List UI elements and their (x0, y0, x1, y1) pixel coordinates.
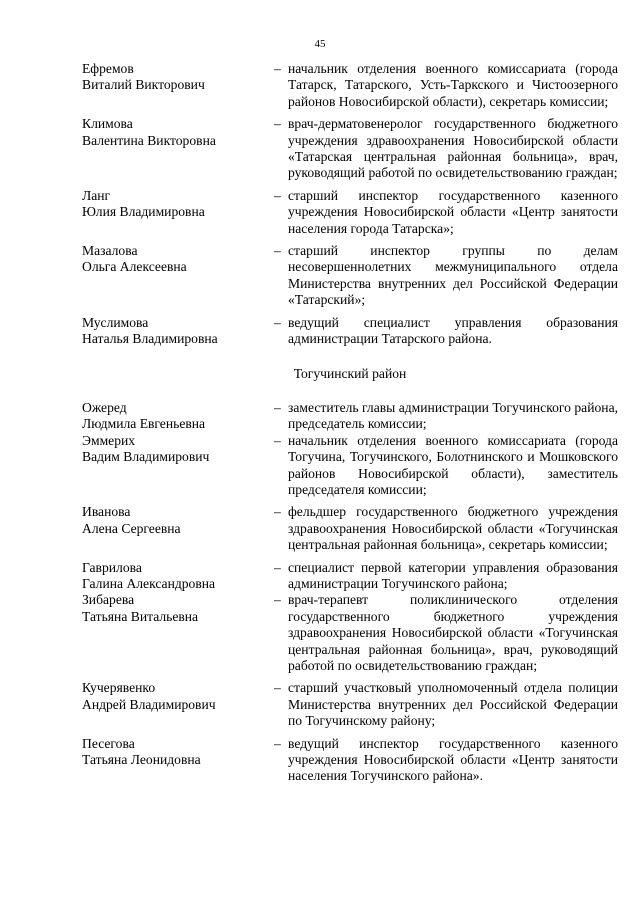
member-name (82, 592, 274, 625)
member-entry (82, 504, 618, 553)
member-name (82, 315, 274, 348)
member-surname: Климова (82, 116, 133, 132)
member-given-name: Ольга Алексеевна (82, 259, 187, 275)
member-surname: Ожеред (82, 399, 127, 415)
member-role: старший инспектор группы по делам несовершеннолетних межмуниципального отдела Министерства внутренних дел Российской Федерации «Татарский»; (288, 243, 618, 308)
member-entry (82, 736, 618, 785)
member-given-name: Вадим Владимирович (82, 449, 210, 465)
member-role: заместитель главы администрации Тогучинского района, председатель комиссии; (288, 399, 618, 432)
member-role: старший участковый уполномоченный отдела полиции Министерства внутренних дел Российской Федерации по Тогучинскому району; (288, 680, 618, 729)
member-given-name: Татьяна Витальевна (82, 608, 199, 624)
member-role: специалист первой категории управления образования администрации Тогучинского района; (288, 559, 618, 591)
member-name (82, 433, 274, 466)
member-name (82, 61, 274, 94)
member-entry (82, 61, 618, 110)
member-entry (82, 315, 618, 348)
member-surname: Песегова (82, 735, 135, 751)
member-name (82, 116, 274, 149)
dash: – (274, 61, 281, 76)
member-role: начальник отделения военного комиссариата (города Татарск, Татарского, Усть-Таркского и Чистоозерного районов Новосибирской области), секретарь комиссии; (288, 61, 618, 109)
member-role: старший инспектор государственного казенного учреждения Новосибирской области «Центр занятости населения города Татарска»; (288, 187, 618, 236)
member-name (82, 504, 274, 537)
member-name (82, 680, 274, 713)
member-entry (82, 188, 618, 237)
member-name (82, 560, 274, 593)
member-given-name: Алена Сергеевна (82, 520, 181, 536)
dash: – (274, 735, 281, 751)
member-surname: Мазалова (82, 243, 138, 259)
member-entry (82, 400, 618, 433)
dash: – (274, 559, 281, 575)
member-name (82, 188, 274, 221)
member-name (82, 400, 274, 433)
dash: – (274, 680, 281, 696)
section-title: Тогучинский район (293, 365, 407, 381)
member-surname: Ланг (82, 187, 111, 203)
member-entry (82, 680, 618, 729)
dash: – (274, 432, 281, 448)
member-given-name: Наталья Владимировна (82, 331, 218, 347)
member-surname: Гаврилова (82, 559, 142, 575)
member-role: ведущий специалист управления образования администрации Татарского района. (288, 314, 618, 347)
dash: – (274, 592, 281, 608)
member-role: фельдшер государственного бюджетного учреждения здравоохранения Новосибирской области «Тогучинская центральная районная больница», секретарь комиссии; (288, 504, 618, 553)
member-given-name: Валентина Викторовна (82, 132, 216, 148)
member-entry (82, 433, 618, 499)
member-role: ведущий инспектор государственного казенного учреждения Новосибирской области «Центр занятости населения Тогучинского района». (288, 735, 618, 784)
member-given-name: Андрей Владимирович (82, 696, 216, 712)
member-entry (82, 243, 618, 309)
member-surname: Эммерих (82, 432, 136, 448)
member-role: врач-дерматовенеролог государственного бюджетного учреждения здравоохранения Новосибирской области «Татарская центральная районная больница», врач, руководящий работой по освидетельствованию граждан; (288, 116, 618, 181)
dash: – (274, 116, 281, 132)
member-surname: Зибарева (82, 592, 135, 608)
member-given-name: Татьяна Леонидовна (82, 752, 201, 768)
member-entry (82, 116, 618, 182)
member-entry (82, 560, 618, 593)
member-name (82, 243, 274, 276)
page-number: 45 (314, 38, 326, 50)
dash: – (274, 243, 281, 259)
member-entry (82, 592, 618, 674)
member-surname: Кучерявенко (82, 680, 156, 696)
commission-list (82, 61, 618, 785)
member-surname: Иванова (82, 504, 131, 520)
dash: – (274, 187, 281, 203)
member-given-name: Юлия Владимировна (82, 204, 205, 220)
member-name (82, 736, 274, 769)
member-role: начальник отделения военного комиссариата (города Тогучина, Тогучинского, Болотнинского и Мошковского районов Новосибирской области), заместитель председателя комиссии; (288, 432, 618, 497)
dash: – (274, 399, 281, 415)
member-surname: Ефремов (82, 61, 134, 76)
member-given-name: Людмила Евгеньевна (82, 416, 206, 432)
member-given-name: Виталий Викторович (82, 77, 205, 93)
member-role: врач-терапевт поликлинического отделения государственного бюджетного учреждения здравоохранения Новосибирской области «Тогучинская центральная районная больница», врач, руководящий работой по освидетельствованию граждан; (288, 592, 618, 673)
dash: – (274, 504, 281, 520)
member-surname: Муслимова (82, 314, 149, 330)
dash: – (274, 314, 281, 330)
member-given-name: Галина Александровна (82, 575, 216, 591)
